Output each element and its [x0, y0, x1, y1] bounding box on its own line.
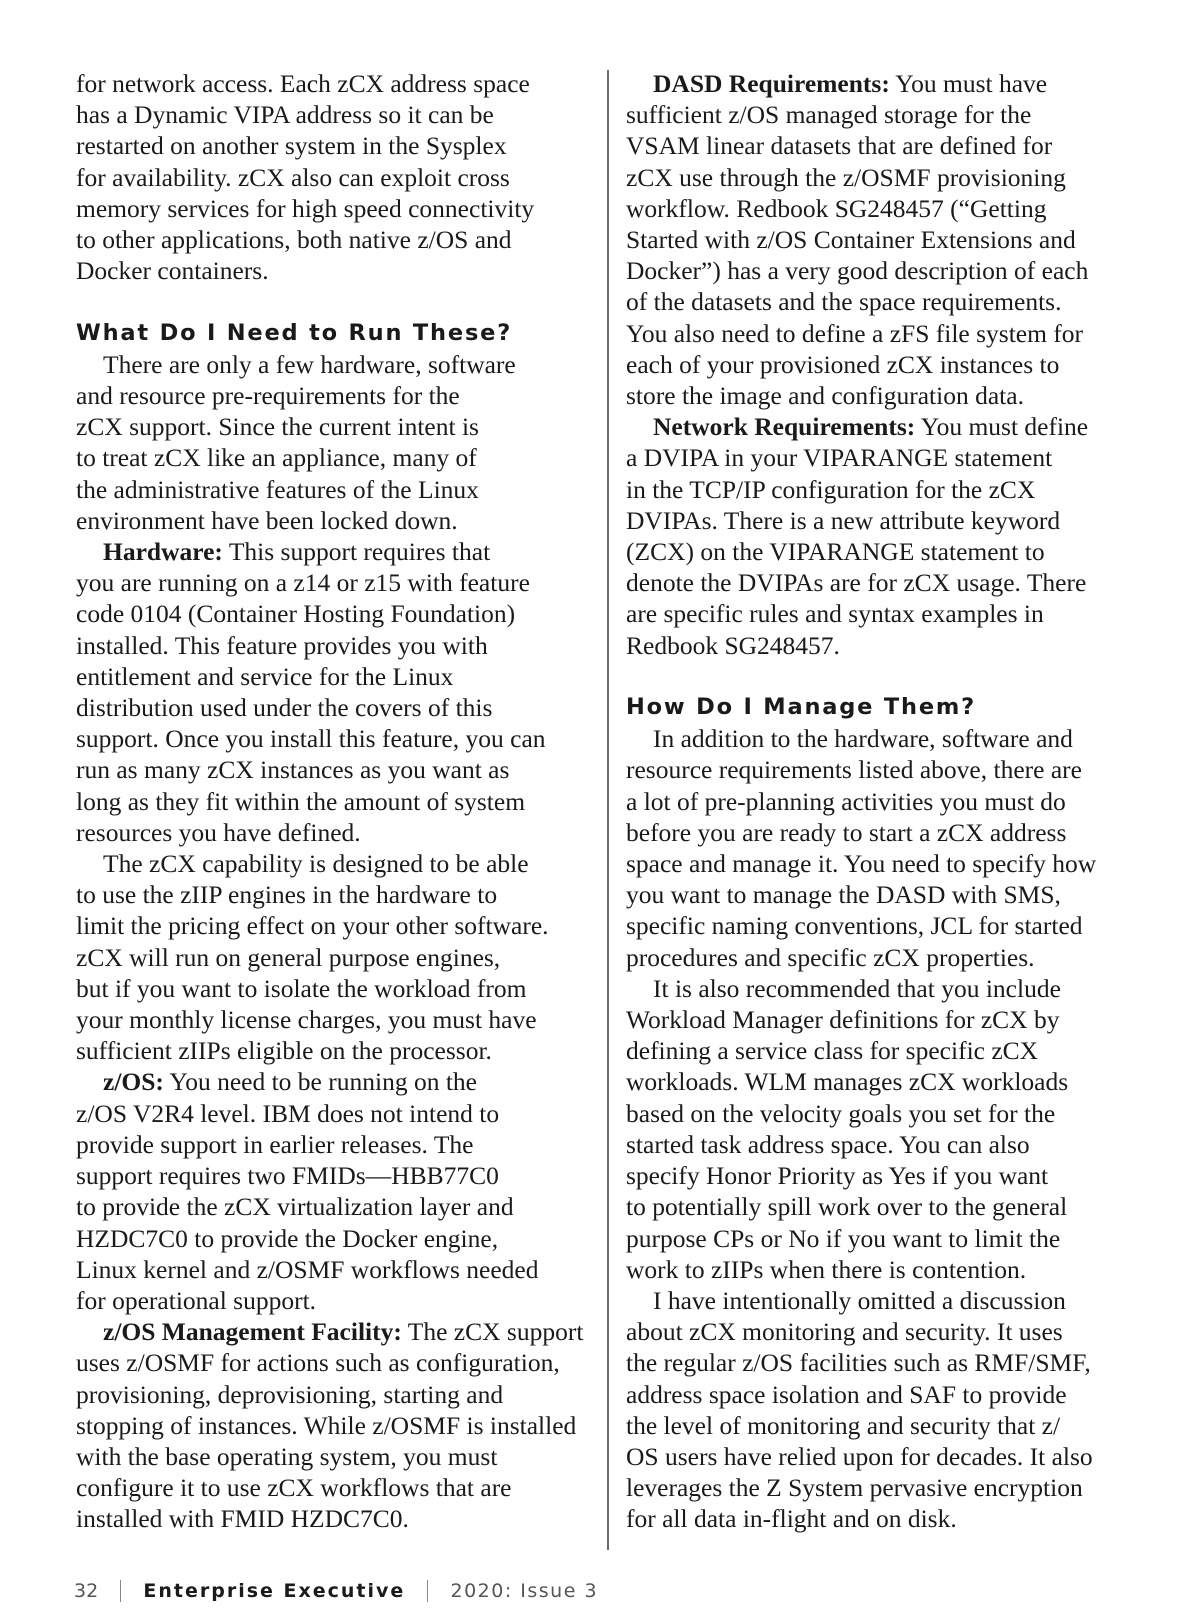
- text-line: stopping of instances. While z/OSMF is installed: [76, 1410, 577, 1440]
- paragraph-gap: [76, 286, 596, 317]
- text-line: are specific rules and syntax examples in: [626, 599, 1044, 629]
- text-line: for network access. Each zCX address space: [76, 69, 530, 98]
- text-line: run as many zCX instances as you want as: [76, 755, 510, 785]
- text-line: to other applications, both native z/OS and: [76, 225, 512, 255]
- run-in-heading: z/OS Management Facility:: [103, 1317, 402, 1347]
- text-line: [626, 68, 1146, 99]
- text-line: You also need to define a zFS file system for: [626, 318, 1084, 348]
- text-line: memory services for high speed connectivity: [76, 193, 535, 223]
- text-line: resource requirements listed above, there are: [626, 755, 1082, 785]
- text-line: zCX support. Since the current intent is: [76, 412, 479, 442]
- text-line: The zCX capability is designed to be able: [103, 849, 529, 879]
- text-line: support requires two FMIDs—HBB77C0: [76, 1161, 499, 1191]
- text-line: [76, 536, 596, 567]
- text-line: started task address space. You can also: [626, 1129, 1030, 1159]
- text-line: and resource pre-requirements for the: [76, 381, 460, 411]
- text-line: to use the zIIP engines in the hardware to: [76, 880, 498, 910]
- text-line: purpose CPs or No if you want to limit the: [626, 1223, 1061, 1253]
- text-line: specify Honor Priority as Yes if you want: [626, 1161, 1049, 1191]
- text-line: Redbook SG248457.: [626, 630, 840, 660]
- text-line: for operational support.: [76, 1285, 317, 1315]
- text-line: environment have been locked down.: [76, 505, 458, 535]
- text-line: denote the DVIPAs are for zCX usage. There: [626, 568, 1087, 598]
- column-divider: [607, 70, 609, 1550]
- text-line: a DVIPA in your VIPARANGE statement: [626, 443, 1053, 473]
- text-line: to provide the zCX virtualization layer and: [76, 1192, 514, 1222]
- text-line: distribution used under the covers of this: [76, 693, 493, 723]
- text-line: provide support in earlier releases. The: [76, 1129, 474, 1159]
- text-line: [76, 1316, 596, 1347]
- text-line: your monthly license charges, you must have: [76, 1005, 537, 1035]
- text-line: Workload Manager definitions for zCX by: [626, 1005, 1060, 1035]
- footer-separator: [120, 1580, 121, 1602]
- text-line: It is also recommended that you include: [653, 973, 1061, 1003]
- text-line: about zCX monitoring and security. It uses: [626, 1317, 1063, 1347]
- text-line: you want to manage the DASD with SMS,: [626, 880, 1061, 910]
- text-line: zCX use through the z/OSMF provisioning: [626, 162, 1066, 192]
- left-column: [76, 68, 596, 1535]
- right-column: [626, 68, 1146, 1535]
- text-line: configure it to use zCX workflows that are: [76, 1473, 512, 1503]
- text-line: installed. This feature provides you with: [76, 630, 488, 660]
- issue-label: 2020: Issue 3: [450, 1580, 599, 1602]
- text-line: the regular z/OS facilities such as RMF/SMF,: [626, 1348, 1091, 1378]
- text-line: work to zIIPs when there is contention.: [626, 1254, 1027, 1284]
- run-in-heading: Hardware:: [103, 537, 223, 567]
- text-line: VSAM linear datasets that are defined for: [626, 131, 1053, 161]
- text-line: (ZCX) on the VIPARANGE statement to: [626, 537, 1045, 567]
- text-line: address space isolation and SAF to provide: [626, 1379, 1067, 1409]
- text-line: store the image and configuration data.: [626, 381, 1024, 411]
- text-line: has a Dynamic VIPA address so it can be: [76, 100, 494, 130]
- text-line: before you are ready to start a zCX address: [626, 817, 1067, 847]
- text-line: [76, 1066, 596, 1097]
- line-text: The zCX support: [401, 1317, 584, 1347]
- text-line: of the datasets and the space requirements.: [626, 287, 1062, 317]
- text-line: specific naming conventions, JCL for started: [626, 911, 1083, 941]
- text-line: limit the pricing effect on your other software.: [76, 911, 549, 941]
- text-line: the level of monitoring and security that z/: [626, 1410, 1061, 1440]
- text-line: each of your provisioned zCX instances to: [626, 349, 1060, 379]
- text-line: There are only a few hardware, software: [103, 349, 516, 379]
- footer-separator: [427, 1580, 428, 1602]
- text-line: I have intentionally omitted a discussion: [653, 1285, 1066, 1315]
- text-line: procedures and specific zCX properties.: [626, 942, 1035, 972]
- section-heading: What Do I Need to Run These?: [76, 319, 513, 346]
- text-line: DVIPAs. There is a new attribute keyword: [626, 505, 1061, 535]
- text-line: long as they fit within the amount of system: [76, 786, 526, 816]
- page-footer: [74, 1580, 598, 1602]
- line-text: You need to be running on the: [163, 1067, 477, 1097]
- text-line: defining a service class for specific zCX: [626, 1036, 1039, 1066]
- line-text: You must define: [915, 412, 1089, 442]
- text-line: In addition to the hardware, software and: [653, 724, 1073, 754]
- text-line: to potentially spill work over to the general: [626, 1192, 1068, 1222]
- text-line: [626, 411, 1146, 442]
- run-in-heading: Network Requirements:: [653, 412, 916, 442]
- text-line: installed with FMID HZDC7C0.: [76, 1504, 409, 1534]
- text-line: resources you have defined.: [76, 817, 361, 847]
- text-line: in the TCP/IP configuration for the zCX: [626, 474, 1036, 504]
- section-heading: How Do I Manage Them?: [626, 694, 976, 721]
- text-line: zCX will run on general purpose engines,: [76, 942, 501, 972]
- run-in-heading: z/OS:: [103, 1067, 164, 1097]
- text-line: to treat zCX like an appliance, many of: [76, 443, 477, 473]
- text-line: uses z/OSMF for actions such as configuration,: [76, 1348, 560, 1378]
- text-line: based on the velocity goals you set for the: [626, 1098, 1056, 1128]
- text-line: for all data in-flight and on disk.: [626, 1504, 957, 1534]
- text-line: workflow. Redbook SG248457 (“Getting: [626, 193, 1047, 223]
- text-line: Linux kernel and z/OSMF workflows needed: [76, 1254, 539, 1284]
- text-line: the administrative features of the Linux: [76, 474, 479, 504]
- text-line: space and manage it. You need to specify how: [626, 849, 1097, 879]
- text-line: Docker containers.: [76, 256, 269, 286]
- text-line: code 0104 (Container Hosting Foundation): [76, 599, 516, 629]
- text-line: but if you want to isolate the workload from: [76, 973, 527, 1003]
- text-line: sufficient zIIPs eligible on the processor.: [76, 1036, 492, 1066]
- text-line: Docker”) has a very good description of each: [626, 256, 1089, 286]
- line-text: You must have: [889, 69, 1048, 98]
- text-line: OS users have relied upon for decades. It also: [626, 1441, 1093, 1471]
- text-line: Started with z/OS Container Extensions and: [626, 225, 1076, 255]
- text-line: workloads. WLM manages zCX workloads: [626, 1067, 1069, 1097]
- page-number: 32: [74, 1580, 99, 1602]
- text-line: a lot of pre-planning activities you must do: [626, 786, 1066, 816]
- text-line: provisioning, deprovisioning, starting and: [76, 1379, 504, 1409]
- text-line: with the base operating system, you must: [76, 1441, 498, 1471]
- paragraph-gap: [626, 661, 1146, 692]
- text-line: entitlement and service for the Linux: [76, 661, 454, 691]
- text-line: HZDC7C0 to provide the Docker engine,: [76, 1223, 499, 1253]
- text-line: for availability. zCX also can exploit cross: [76, 162, 510, 192]
- text-line: sufficient z/OS managed storage for the: [626, 100, 1032, 130]
- run-in-heading: DASD Requirements:: [653, 69, 890, 98]
- text-line: support. Once you install this feature, you can: [76, 724, 546, 754]
- text-line: z/OS V2R4 level. IBM does not intend to: [76, 1098, 500, 1128]
- publication-name: Enterprise Executive: [143, 1580, 406, 1602]
- text-line: restarted on another system in the Sysplex: [76, 131, 507, 161]
- line-text: This support requires that: [222, 537, 491, 567]
- text-line: leverages the Z System pervasive encryption: [626, 1473, 1083, 1503]
- text-line: you are running on a z14 or z15 with feature: [76, 568, 530, 598]
